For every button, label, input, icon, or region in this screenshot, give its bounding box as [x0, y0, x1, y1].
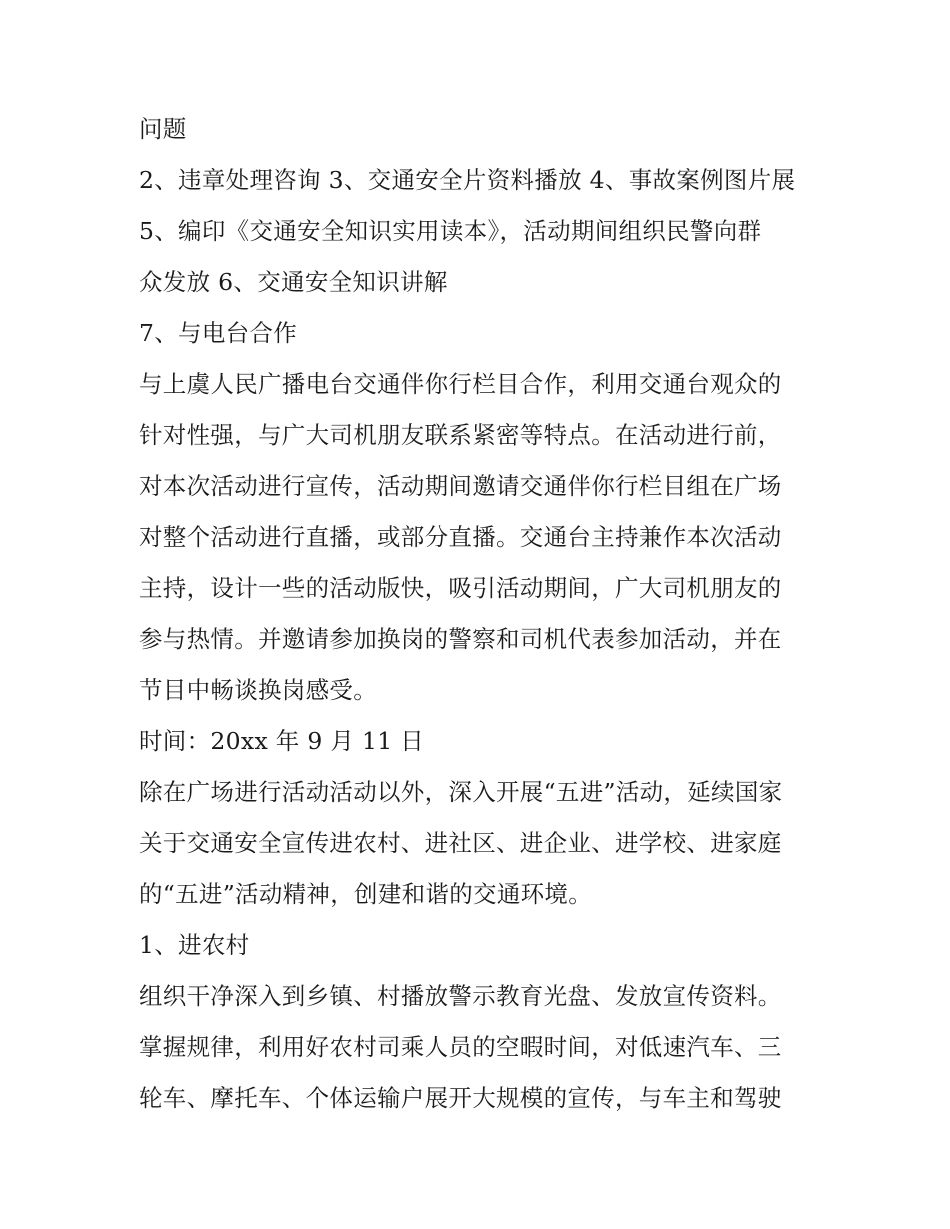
text-line: 针对性强，与广大司机朋友联系紧密等特点。在活动进行前， — [139, 421, 782, 449]
date-line: 时间：20xx 年 9 月 11 日 — [139, 727, 425, 755]
text-line: 主持，设计一些的活动版快，吸引活动期间，广大司机朋友的 — [139, 574, 782, 602]
document-body — [139, 104, 819, 1124]
text-line: 组织干净深入到乡镇、村播放警示教育光盘、发放宣传资料。 — [139, 982, 782, 1010]
text-line: 关于交通安全宣传进农村、进社区、进企业、进学校、进家庭 — [139, 829, 782, 857]
text-line: 参与热情。并邀请参加换岗的警察和司机代表参加活动，并在 — [139, 625, 782, 653]
text-line: 节目中畅谈换岗感受。 — [139, 676, 377, 704]
text-line: 的“五进”活动精神，创建和谐的交通环境。 — [139, 880, 593, 908]
text-line: 5、编印《交通安全知识实用读本》，活动期间组织民警向群 — [139, 217, 762, 245]
text-line: 对本次活动进行宣传，活动期间邀请交通伴你行栏目组在广场 — [139, 472, 782, 500]
text-line: 轮车、摩托车、个体运输户展开大规模的宣传，与车主和驾驶 — [139, 1084, 782, 1112]
text-line: 对整个活动进行直播，或部分直播。交通台主持兼作本次活动 — [139, 523, 782, 551]
text-line: 除在广场进行活动活动以外，深入开展“五进”活动，延续国家 — [139, 778, 783, 806]
text-line: 与上虞人民广播电台交通伴你行栏目合作，利用交通台观众的 — [139, 370, 782, 398]
text-line: 问题 — [139, 115, 187, 143]
text-line: 2、违章处理咨询 3、交通安全片资料播放 4、事故案例图片展 — [139, 166, 796, 194]
text-line: 众发放 6、交通安全知识讲解 — [139, 268, 448, 296]
section-heading: 1、进农村 — [139, 931, 250, 959]
section-heading: 7、与电台合作 — [139, 319, 298, 347]
text-line: 掌握规律，利用好农村司乘人员的空暇时间，对低速汽车、三 — [139, 1033, 782, 1061]
